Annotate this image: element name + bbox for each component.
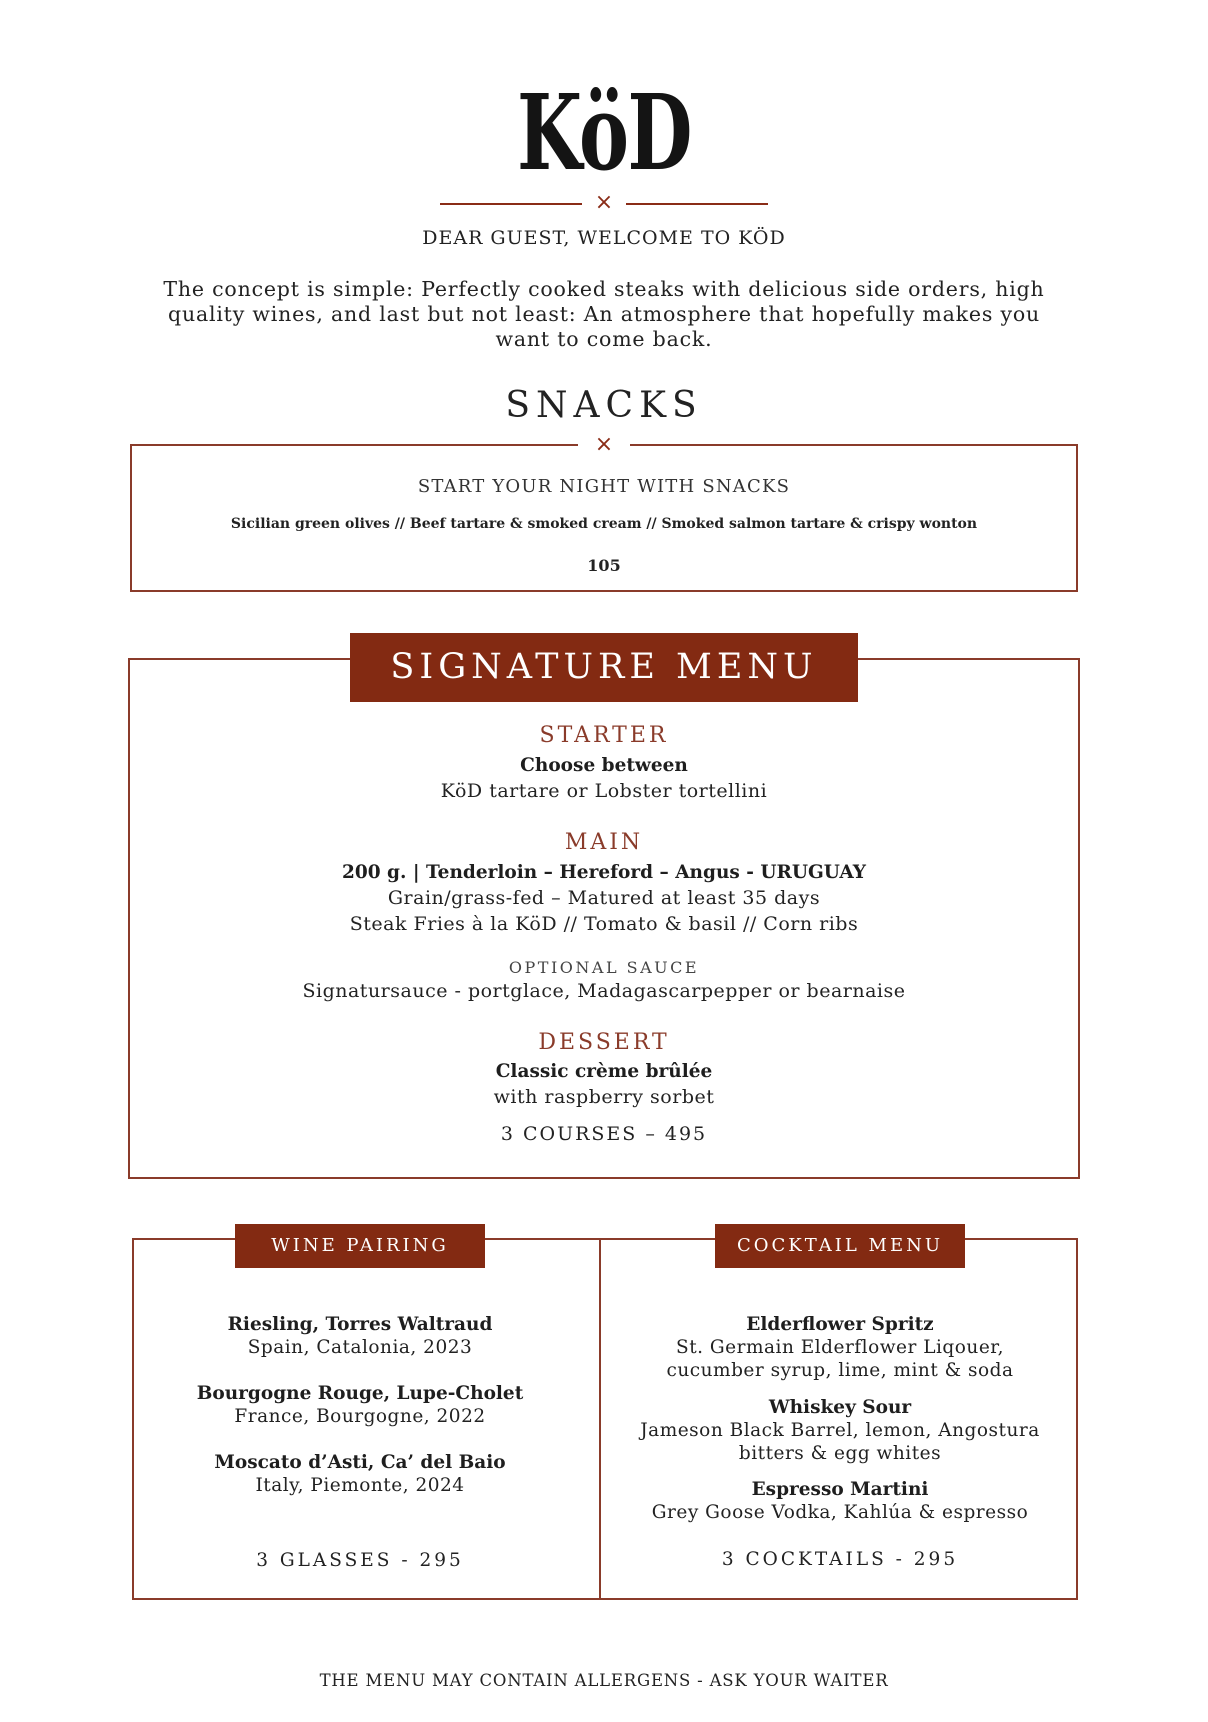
- column-divider: [599, 1238, 601, 1600]
- wine-total: 3 GLASSES - 295: [256, 1550, 464, 1571]
- cocktail-name: Elderflower Spritz: [746, 1314, 934, 1335]
- wine-item: [160, 1314, 560, 1359]
- starter-heading: STARTER: [539, 723, 669, 748]
- cross-icon: ×: [578, 432, 630, 458]
- sauce-options: Signatursauce - portglace, Madagascarpepper or bearnaise: [302, 980, 906, 1002]
- ornament-divider: [440, 190, 768, 215]
- wine-pairing-tag: WINE PAIRING: [235, 1224, 485, 1268]
- starter-choose: Choose between: [520, 755, 688, 776]
- cocktail-name: Espresso Martini: [751, 1479, 929, 1500]
- wine-item: [160, 1383, 560, 1428]
- cocktail-desc: Jameson Black Barrel, lemon, Angostura: [640, 1420, 1040, 1441]
- wine-origin: France, Bourgogne, 2022: [234, 1406, 486, 1427]
- dessert-desc: with raspberry sorbet: [493, 1086, 715, 1108]
- cocktail-menu-tag: COCKTAIL MENU: [715, 1224, 965, 1268]
- cocktail-item: [640, 1397, 1040, 1465]
- wine-item: [160, 1452, 560, 1497]
- snacks-items: Sicilian green olives // Beef tartare & smoked cream // Smoked salmon tartare & crispy wonton: [230, 516, 978, 532]
- cocktail-item: [640, 1314, 1040, 1382]
- main-aging: Grain/grass-fed – Matured at least 35 days: [387, 887, 821, 909]
- cocktail-desc: St. Germain Elderflower Liqouer,: [676, 1337, 1004, 1358]
- allergen-notice: THE MENU MAY CONTAIN ALLERGENS - ASK YOUR WAITER: [319, 1671, 889, 1690]
- cross-icon: ×: [594, 190, 614, 215]
- wine-name: Bourgogne Rouge, Lupe-Cholet: [196, 1383, 524, 1404]
- concept-text: The concept is simple: Perfectly cooked steaks with delicious side orders, high quality wines, and last but not least: An atmosphere that hopefully makes you want to come back.: [163, 277, 1045, 351]
- cocktail-total: 3 COCKTAILS - 295: [721, 1549, 959, 1570]
- sauce-heading: OPTIONAL SAUCE: [508, 958, 700, 977]
- starter-options: KöD tartare or Lobster tortellini: [440, 780, 768, 802]
- snacks-price: 105: [587, 556, 621, 575]
- cocktail-desc: cucumber syrup, lime, mint & soda: [666, 1360, 1014, 1381]
- main-steak: 200 g. | Tenderloin – Hereford – Angus - URUGUAY: [341, 862, 867, 883]
- signature-menu-banner: SIGNATURE MENU: [350, 633, 858, 702]
- signature-total: 3 COURSES – 495: [500, 1123, 708, 1145]
- wine-name: Riesling, Torres Waltraud: [227, 1314, 493, 1335]
- cocktail-item: [640, 1479, 1040, 1524]
- cocktail-desc: Grey Goose Vodka, Kahlúa & espresso: [651, 1502, 1029, 1523]
- dessert-name: Classic crème brûlée: [495, 1061, 713, 1082]
- snacks-subtitle: START YOUR NIGHT WITH SNACKS: [417, 476, 791, 497]
- main-sides: Steak Fries à la KöD // Tomato & basil // Corn ribs: [349, 913, 859, 935]
- wine-origin: Spain, Catalonia, 2023: [247, 1337, 473, 1358]
- main-heading: MAIN: [564, 830, 644, 855]
- divider-line-right: [626, 203, 768, 205]
- welcome-heading: DEAR GUEST, WELCOME TO KÖD: [422, 227, 786, 249]
- dessert-heading: DESSERT: [538, 1030, 670, 1055]
- kod-logo: KöD: [516, 71, 691, 194]
- wine-origin: Italy, Piemonte, 2024: [255, 1475, 465, 1496]
- cocktail-desc: bitters & egg whites: [738, 1443, 942, 1464]
- divider-line-left: [440, 203, 582, 205]
- wine-name: Moscato d’Asti, Ca’ del Baio: [214, 1452, 506, 1473]
- snacks-title: SNACKS: [505, 385, 703, 426]
- cocktail-name: Whiskey Sour: [768, 1397, 912, 1418]
